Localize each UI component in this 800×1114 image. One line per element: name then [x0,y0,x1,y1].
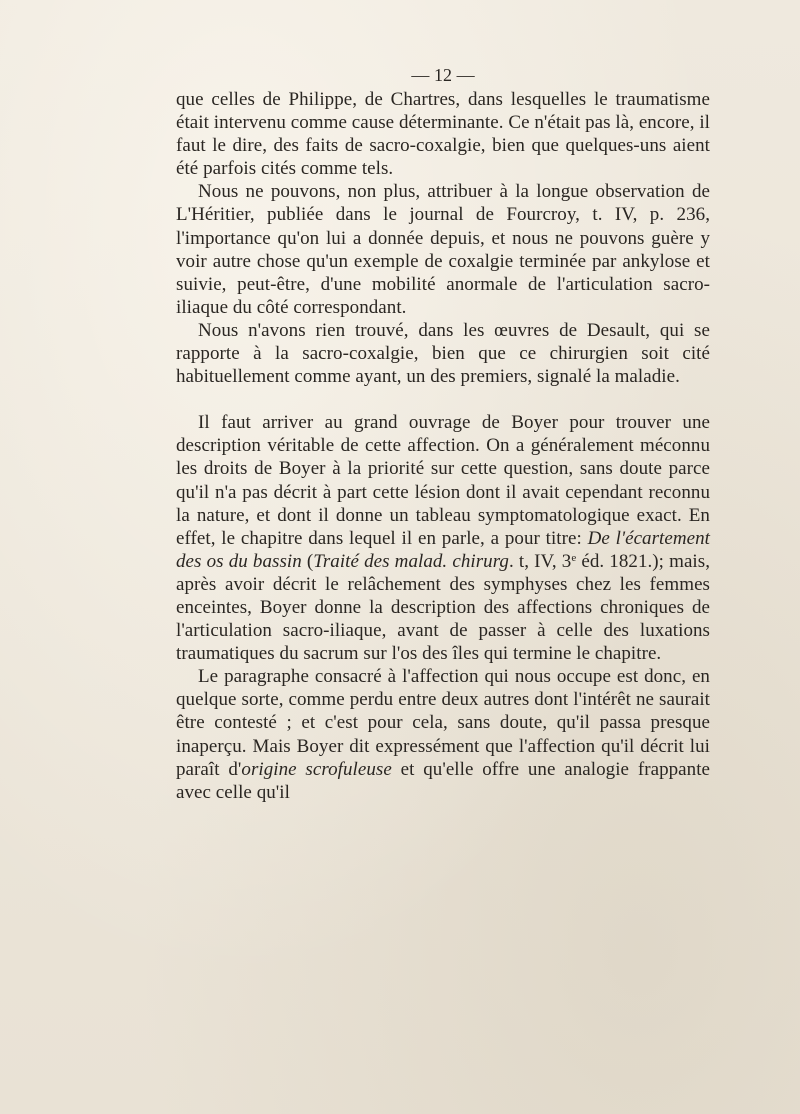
origin-phrase: origine scrofuleuse [241,758,392,780]
page-number: — 12 — [411,65,475,85]
paragraph-1: que celles de Philippe, de Chartres, dans lesquelles le traumatisme était intervenu comme cause déterminante. Ce n'était pas là, encore, il faut le dire, des faits de sacro-coxalgie, bien que quelques-uns aient été parfois cités comme tels. [176,89,710,180]
chapter-title: De l'écartement des os du bassin [176,527,710,572]
paragraph-5-text-b: et qu'elle offre une analogie frappante avec celle qu'il [176,758,711,803]
paragraph-5-text-a: Le paragraphe consacré à l'affection qui nous occupe est donc, en quelque sorte, comme perdu entre deux autres dont l'intérêt ne saurait être contesté ; et c'est pour cela, sans doute, qu'il passa presque inaperçu. Mais Boyer dit expressément que l'affection qu'il décrit lui paraît d' [176,666,710,780]
paragraph-3: Nous n'avons rien trouvé, dans les œuvres de Desault, qui se rapporte à la sacro-coxalgie, bien que ce chirurgien soit cité habituellement comme ayant, un des premiers, signalé la maladie. [176,319,710,388]
work-title: Traité des malad. chirurg [313,550,509,572]
volume-reference: . t, IV, 3 [509,550,572,572]
paragraph-4-text-b: éd. 1821.); mais, après avoir décrit le relâchement des symphyses chez les femmes enceintes, Boyer donne la description des affections chroniques de l'articulation sacro-iliaque, avant de passer à celle des luxations traumatiques du sacrum sur l'os des îles qui termine le chapitre. [176,550,711,665]
paragraph-4-text-a: Il faut arriver au grand ouvrage de Boyer pour trouver une description véritable de cette affection. On a généralement méconnu les droits de Boyer à la priorité sur cette question, sans doute parce qu'il n'a pas décrit à part cette lésion dont il avait cependant reconnu la nature, et dont il donne un tableau symptomatologique exact. En effet, le chapitre dans lequel il en parle, a pour titre: [176,412,710,549]
page-text-block [176,60,710,804]
paragraph-5 [176,665,710,804]
paren-open: ( [301,550,314,572]
paragraph-2: Nous ne pouvons, non plus, attribuer à la longue observation de L'Héritier, publiée dans le journal de Fourcroy, t. IV, p. 236, l'importance qu'on lui a donnée depuis, et nous ne pouvons guère y voir autre chose qu'un exemple de coxalgie terminée par ankylose et suivie, peut-être, d'une mobilité anormale de l'articulation sacro-iliaque du côté correspondant. [176,181,710,318]
paragraph-4 [176,411,710,665]
edition-superscript: e [571,551,577,564]
